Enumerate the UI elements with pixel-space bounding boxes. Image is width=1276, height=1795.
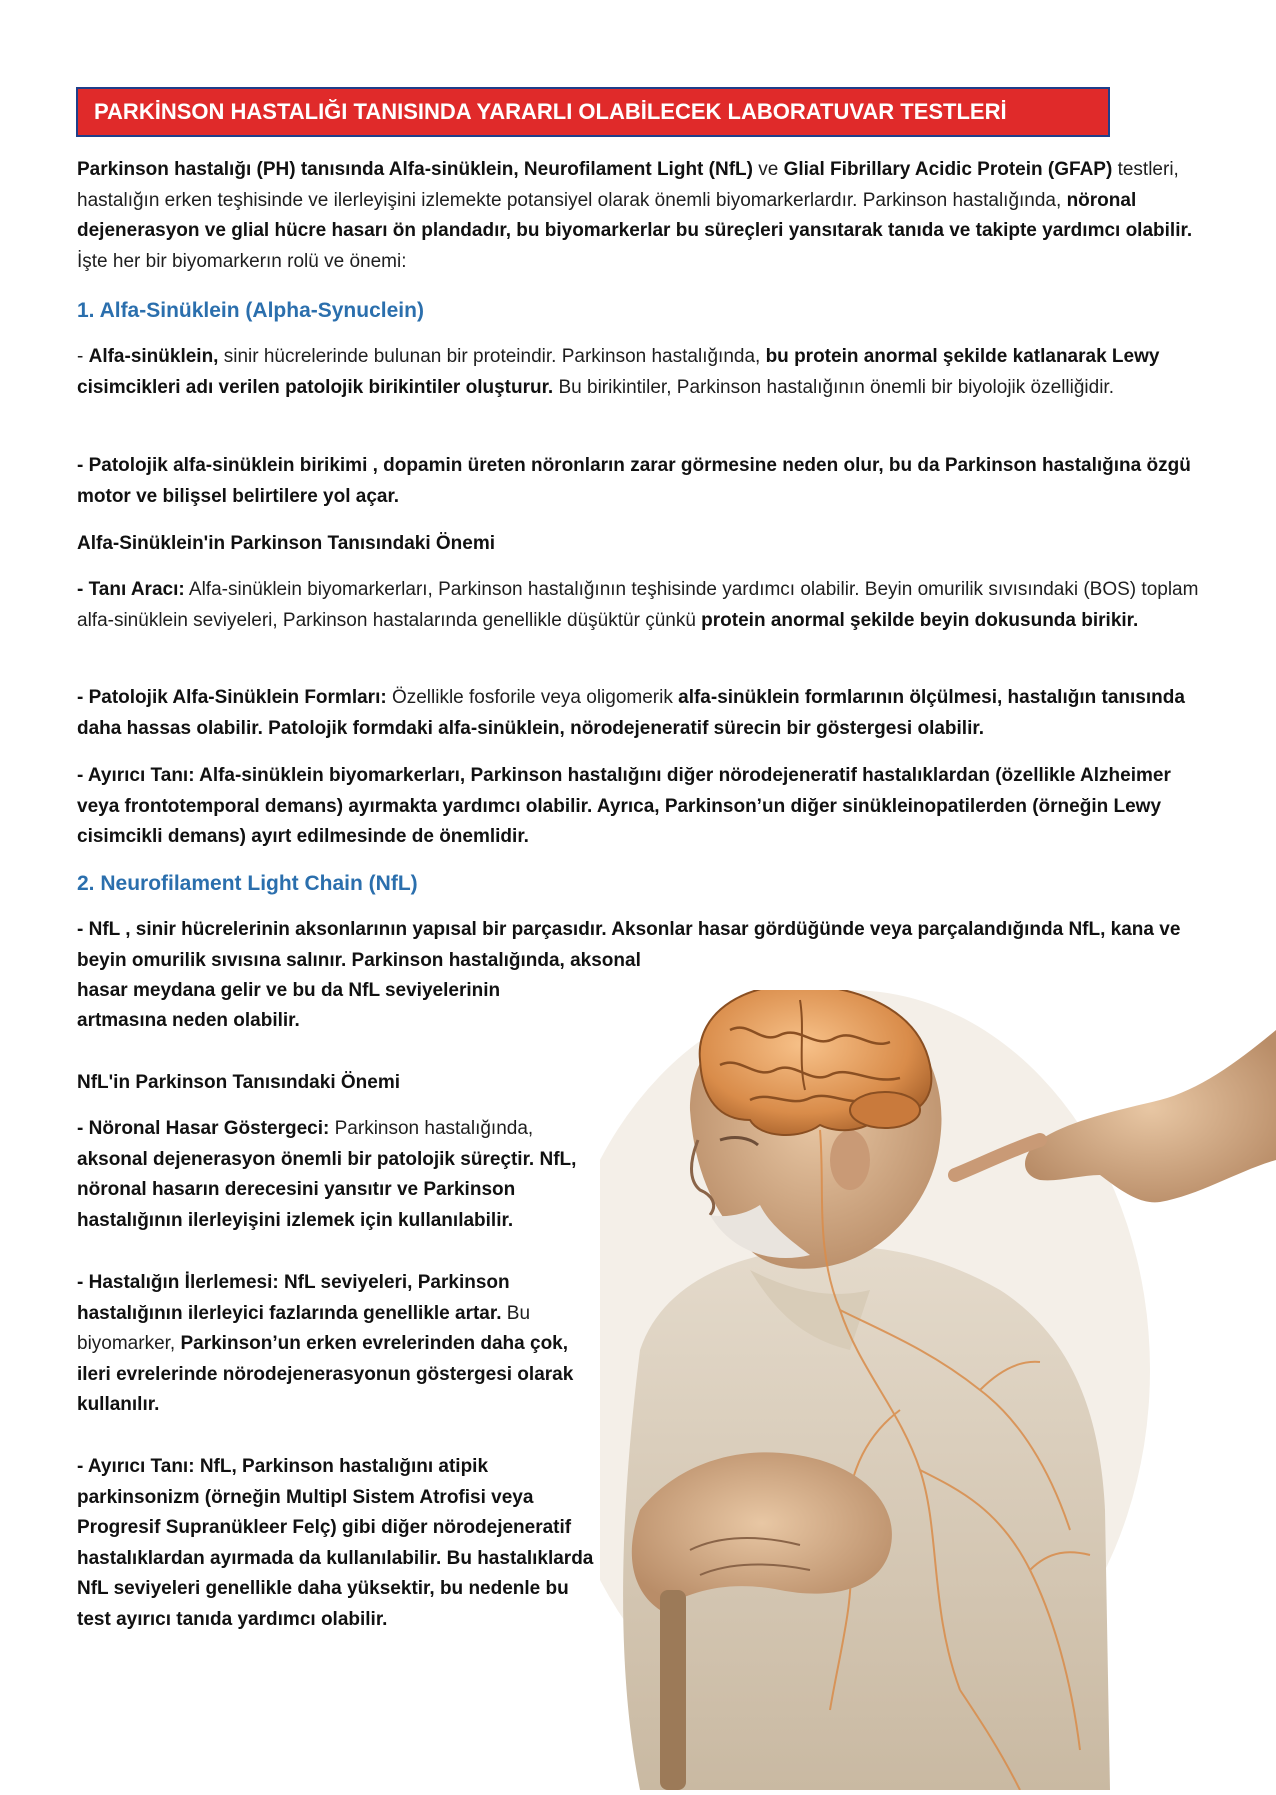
section1-paragraph-4 (77, 683, 1207, 744)
s1p3-bold-1: - Tanı Aracı: (77, 579, 185, 600)
page-title: PARKİNSON HASTALIĞI TANISINDA YARARLI OLABİLECEK LABORATUVAR TESTLERİ (76, 87, 1110, 137)
s1p4-bold-2: alfa-sinüklein formlarının ölçülmesi, hastalığın tanısında daha hassas olabilir. Patolojik formdaki alfa-sinüklein, nörodejeneratif sürecin bir göstergesi olabilir. (77, 687, 1185, 739)
elderly-man-illustration (600, 990, 1276, 1790)
s2p4-bold: - Ayırıcı Tanı: NfL, Parkinson hastalığını atipik parkinsonizm (örneğin Multipl Sistem Atrofisi veya Progresif Supranükleer Felç) gibi diğer nörodejeneratif hastalıklardan ayırmada da kullanılabilir. Bu hastalıklarda NfL seviyeleri genellikle daha yüksektir, bu nedenle bu test ayırıcı tanıda yardımcı olabilir. (77, 1456, 594, 1630)
section2-paragraph-2 (77, 1114, 597, 1236)
section1-paragraph-5 (77, 761, 1207, 853)
s1p1-bold-2: bu protein anormal şekilde katlanarak Lewy cisimcikleri adı verilen patolojik birikintiler oluşturur. (77, 346, 1160, 398)
s2p3-bold-1: - Hastalığın İlerlemesi: NfL seviyeleri, Parkinson hastalığının ilerleyici fazlarında genellikle artar. (77, 1272, 510, 1324)
section1-paragraph-2 (77, 451, 1207, 512)
s1p1-text-2: Bu birikintiler, Parkinson hastalığının önemli bir biyolojik özelliğidir. (553, 376, 1114, 398)
intro-text-1: ve (752, 159, 784, 180)
section1-paragraph-3 (77, 575, 1207, 636)
section2-paragraph-1 (77, 915, 1207, 976)
s1p1-lead: - (77, 346, 89, 367)
section1-paragraph-1 (77, 342, 1207, 403)
s1p4-text-1: Özellikle fosforile veya oligomerik (386, 687, 679, 708)
s2p3-text-1: Bu biyomarker, (77, 1302, 531, 1354)
section2-paragraph-3 (77, 1268, 597, 1421)
cane-shape (660, 1590, 686, 1790)
section1-heading: 1. Alfa-Sinüklein (Alpha-Synuclein) (77, 299, 424, 322)
s2p1-line-c: artmasına neden olabilir. (77, 1010, 300, 1031)
intro-bold-2: Glial Fibrillary Acidic Protein (GFAP) (783, 159, 1113, 180)
ear-shape (830, 1130, 870, 1190)
s1-subheading-text: Alfa-Sinüklein'in Parkinson Tanısındaki Önemi (77, 533, 496, 554)
s1p1-bold-1: Alfa-sinüklein, (88, 346, 219, 367)
s1p5-bold: - Ayırıcı Tanı: Alfa-sinüklein biyomarkerları, Parkinson hastalığını diğer nörodejeneratif hastalıklardan (özellikle Alzheimer veya frontotemporal demans) ayırmakta yardımcı olabilir. Ayrıca, Parkinson’un diğer sinükleinopatilerden (örneğin Lewy cisimcikli demans) ayırt edilmesinde de önemlidir. (77, 765, 1171, 847)
intro-bold-3: nöronal dejenerasyon ve glial hücre hasarı ön plandadır, bu biyomarkerlar bu süreçleri yansıtarak tanıda ve takipte yardımcı olabilir. (77, 189, 1193, 241)
intro-bold-1: Parkinson hastalığı (PH) tanısında Alfa-sinüklein, Neurofilament Light (NfL) (77, 159, 753, 180)
s2p2-bold-1: - Nöronal Hasar Göstergeci: (77, 1118, 330, 1139)
intro-text-2: testleri, hastalığın erken teşhisinde ve ilerleyişini izlemekte potansiyel olarak önemli biyomarkerlardır. Parkinson hastalığında, (77, 159, 1179, 211)
section2-heading: 2. Neurofilament Light Chain (NfL) (77, 872, 418, 895)
intro-text-3: İşte her bir biyomarkerın rolü ve önemi: (77, 250, 407, 272)
s2p2-bold-2: aksonal dejenerasyon önemli bir patolojik süreçtir. NfL, nöronal hasarın derecesini yansıtır ve Parkinson hastalığının ilerleyişini izlemek için kullanılabilir. (77, 1148, 577, 1231)
s2p2-text-1: Parkinson hastalığında, (329, 1118, 534, 1139)
s1p3-text-1: Alfa-sinüklein biyomarkerları, Parkinson hastalığının teşhisinde yardımcı olabilir. Beyin omurilik sıvısındaki (BOS) toplam alfa-sinüklein seviyeleri, Parkinson hastalarında genellikle düşüktür çünkü (77, 579, 1199, 631)
s1p1-text-1: sinir hücrelerinde bulunan bir proteindir. Parkinson hastalığında, (218, 346, 766, 367)
s1p3-bold-2: protein anormal şekilde beyin dokusunda birikir. (701, 609, 1139, 631)
s1p4-bold-1: - Patolojik Alfa-Sinüklein Formları: (77, 687, 387, 708)
section2-paragraph-4 (77, 1452, 597, 1635)
s2-subheading-text: NfL'in Parkinson Tanısındaki Önemi (77, 1072, 400, 1093)
s2p1-line-b: hasar meydana gelir ve bu da NfL seviyelerinin (77, 980, 501, 1001)
section1-subheading (77, 529, 1207, 560)
s2p3-bold-2: Parkinson’un erken evrelerinden daha çok, ileri evrelerinde nörodejenerasyonun göstergesi olarak kullanılır. (77, 1333, 574, 1415)
s2p1-line-a: - NfL , sinir hücrelerinin aksonlarının yapısal bir parçasıdır. Aksonlar hasar gördüğünde veya parçalandığında NfL, kana ve beyin omurilik sıvısına salınır. Parkinson hastalığında, aksonal (77, 919, 1181, 971)
s1p2-bold: - Patolojik alfa-sinüklein birikimi , dopamin üreten nöronların zarar görmesine neden olur, bu da Parkinson hastalığına özgü motor ve bilişsel belirtilere yol açar. (77, 455, 1191, 507)
intro-paragraph (77, 155, 1207, 277)
